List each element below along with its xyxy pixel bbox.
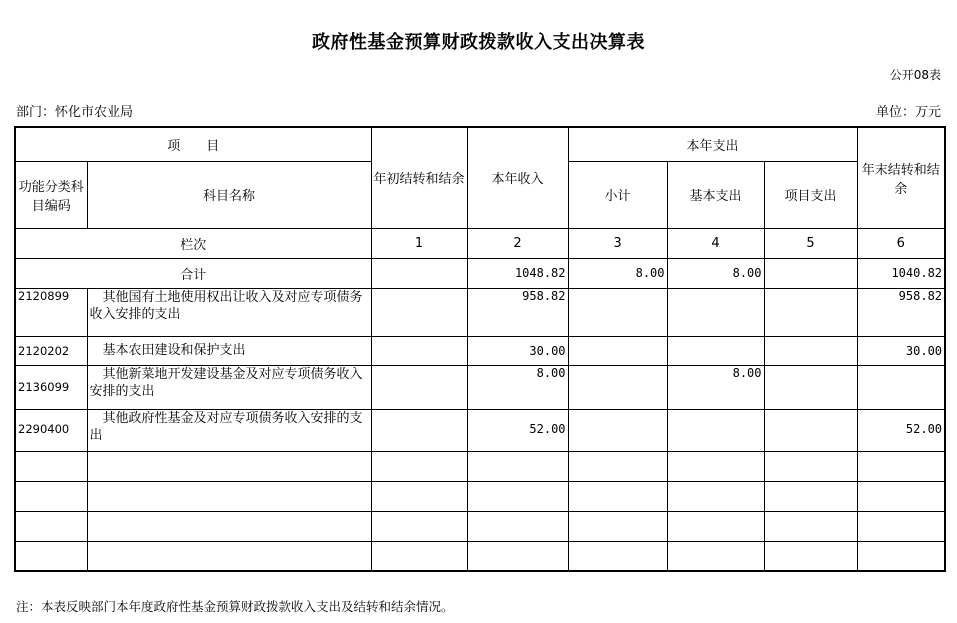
report-title: 政府性基金预算财政拨款收入支出决算表 — [312, 32, 645, 53]
total-project — [764, 258, 857, 288]
row-basic — [667, 409, 764, 451]
header-item: 项 目 — [15, 127, 371, 161]
row-opening — [371, 336, 467, 365]
row-subtotal — [568, 409, 667, 451]
empty-row — [15, 481, 945, 511]
header-subject: 科目名称 — [87, 161, 371, 228]
row-subtotal — [568, 336, 667, 365]
table-row — [15, 336, 945, 365]
row-income: 958.82 — [467, 288, 568, 336]
row-opening — [371, 409, 467, 451]
row-closing — [857, 365, 945, 409]
table-row — [15, 365, 945, 409]
row-name: 其他新菜地开发建设基金及对应专项债务收入安排的支出 — [87, 365, 371, 409]
row-basic: 8.00 — [667, 365, 764, 409]
column-index-2: 2 — [467, 228, 568, 258]
total-basic: 8.00 — [667, 258, 764, 288]
department-label: 部门：怀化市农业局 — [16, 105, 134, 120]
row-subtotal — [568, 288, 667, 336]
row-opening — [371, 365, 467, 409]
header-basic: 基本支出 — [667, 161, 764, 228]
empty-row — [15, 541, 945, 571]
row-code: 2136099 — [15, 365, 87, 409]
row-income: 52.00 — [467, 409, 568, 451]
row-opening — [371, 288, 467, 336]
row-project — [764, 336, 857, 365]
header-expense: 本年支出 — [568, 127, 857, 161]
row-project — [764, 365, 857, 409]
row-name: 其他国有土地使用权出让收入及对应专项债务收入安排的支出 — [87, 288, 371, 336]
header-income: 本年收入 — [467, 127, 568, 228]
footnote: 注：本表反映部门本年度政府性基金预算财政拨款收入支出及结转和结余情况。 — [16, 599, 454, 614]
table-row — [15, 409, 945, 451]
budget-table — [14, 126, 946, 572]
row-income: 30.00 — [467, 336, 568, 365]
table-row — [15, 288, 945, 336]
column-index-5: 5 — [764, 228, 857, 258]
column-index-label: 栏次 — [15, 228, 371, 258]
row-subtotal — [568, 365, 667, 409]
total-opening — [371, 258, 467, 288]
total-label: 合计 — [15, 258, 371, 288]
total-closing: 1040.82 — [857, 258, 945, 288]
empty-row — [15, 511, 945, 541]
total-subtotal: 8.00 — [568, 258, 667, 288]
row-code: 2290400 — [15, 409, 87, 451]
form-number: 公开08表 — [889, 68, 941, 82]
column-index-4: 4 — [667, 228, 764, 258]
row-closing: 958.82 — [857, 288, 945, 336]
row-project — [764, 288, 857, 336]
row-basic — [667, 336, 764, 365]
column-index-1: 1 — [371, 228, 467, 258]
row-closing: 30.00 — [857, 336, 945, 365]
column-index-3: 3 — [568, 228, 667, 258]
header-code: 功能分类科目编码 — [15, 161, 87, 228]
row-code: 2120899 — [15, 288, 87, 336]
total-income: 1048.82 — [467, 258, 568, 288]
row-income: 8.00 — [467, 365, 568, 409]
row-basic — [667, 288, 764, 336]
row-code: 2120202 — [15, 336, 87, 365]
column-index-6: 6 — [857, 228, 945, 258]
header-subtotal: 小计 — [568, 161, 667, 228]
row-name: 基本农田建设和保护支出 — [87, 336, 371, 365]
header-closing: 年末结转和结余 — [857, 127, 945, 228]
row-closing: 52.00 — [857, 409, 945, 451]
header-project: 项目支出 — [764, 161, 857, 228]
empty-row — [15, 451, 945, 481]
row-project — [764, 409, 857, 451]
unit-label: 单位：万元 — [875, 105, 941, 120]
row-name: 其他政府性基金及对应专项债务收入安排的支出 — [87, 409, 371, 451]
header-opening: 年初结转和结余 — [371, 127, 467, 228]
